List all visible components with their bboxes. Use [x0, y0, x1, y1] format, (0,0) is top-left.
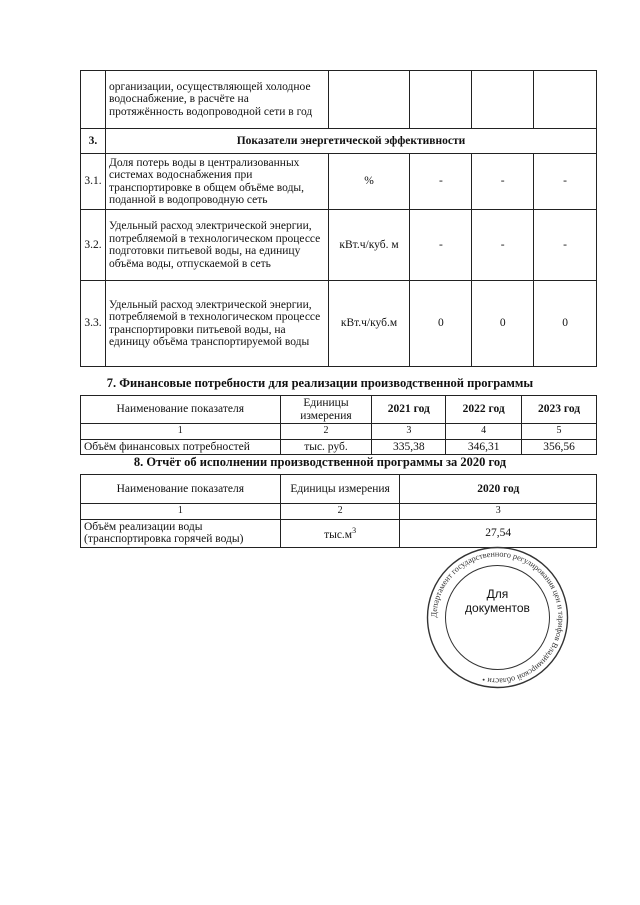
unit-cell: кВт.ч/куб. м [328, 210, 410, 281]
stamp-center [425, 545, 570, 690]
unit-cell: % [328, 154, 410, 210]
table-header-row [81, 396, 597, 424]
stamp-ring-text: Департамент государственного регулирования цен и тарифов Владимирской области • [429, 549, 566, 686]
value-cell: 0 [410, 281, 472, 367]
table-cell [410, 71, 472, 129]
table-row [81, 210, 597, 281]
table-row [81, 519, 597, 547]
section-number: 3. [81, 129, 106, 154]
unit-cell: тыс. руб. [280, 439, 372, 455]
indicator-name: Удельный расход электрической энергии, потребляемой в технологическом процессе транспортировки питьевой воды, на единицу объёма транспортируемой воды [105, 281, 328, 367]
program-report-table [80, 474, 597, 548]
value-cell: - [472, 210, 534, 281]
table-cell [328, 71, 410, 129]
value-cell: 0 [472, 281, 534, 367]
section-7-heading: 7. Финансовые потребности для реализации производственной программы [106, 376, 534, 390]
column-header: Единицы измерения [280, 396, 372, 424]
column-header: 2023 год [522, 396, 597, 424]
section-8-heading: 8. Отчёт об исполнении производственной программы за 2020 год [133, 455, 507, 469]
indicator-name: Объём финансовых потребностей [81, 439, 281, 455]
indicator-name: Доля потерь воды в централизованных системах водоснабжения при транспортировке в общем объёме воды, поданной в водопроводную сеть [105, 154, 328, 210]
column-index: 1 [81, 424, 281, 440]
table-cell [534, 71, 597, 129]
value-cell: - [410, 210, 472, 281]
unit-base: тыс.м [324, 528, 353, 541]
official-stamp [425, 545, 570, 690]
value-cell: 356,56 [522, 439, 597, 455]
table-row [81, 439, 597, 455]
unit-cell: кВт.ч/куб.м [328, 281, 410, 367]
energy-efficiency-table [80, 70, 597, 367]
column-index: 3 [400, 504, 597, 520]
column-index: 2 [280, 504, 400, 520]
row-number: 3.1. [81, 154, 106, 210]
table-row [81, 154, 597, 210]
value-cell: - [472, 154, 534, 210]
value-cell: - [534, 210, 597, 281]
continued-row-text: организации, осуществляющей холодное водоснабжение, в расчёте на протяжённость водопроводной сети в год [105, 71, 328, 129]
index-row [81, 424, 597, 440]
unit-cell [280, 519, 400, 547]
table-header-row [81, 475, 597, 504]
column-index: 2 [280, 424, 372, 440]
table-cell [472, 71, 534, 129]
indicator-name: Удельный расход электрической энергии, потребляемой в технологическом процессе подготовки питьевой воды, на единицу объёма воды, отпускаемой в сеть [105, 210, 328, 281]
column-header: Наименование показателя [81, 475, 281, 504]
row-number: 3.3. [81, 281, 106, 367]
row-number: 3.2. [81, 210, 106, 281]
index-row [81, 504, 597, 520]
stamp-line: Для [486, 587, 509, 601]
column-header: Наименование показателя [81, 396, 281, 424]
value-cell: - [534, 154, 597, 210]
table-row [81, 281, 597, 367]
column-header: 2020 год [400, 475, 597, 504]
section-title: Показатели энергетической эффективности [105, 129, 596, 154]
financial-needs-table [80, 395, 597, 455]
column-index: 5 [522, 424, 597, 440]
value-cell: 335,38 [372, 439, 446, 455]
stamp-line: документов [465, 601, 530, 615]
unit-superscript: 3 [352, 525, 357, 535]
value-cell: - [410, 154, 472, 210]
section-row [81, 129, 597, 154]
column-header: Единицы измерения [280, 475, 400, 504]
column-index: 3 [372, 424, 446, 440]
value-cell: 27,54 [400, 519, 597, 547]
column-index: 4 [446, 424, 522, 440]
value-cell: 346,31 [446, 439, 522, 455]
indicator-name: Объём реализации воды (транспортировка горячей воды) [81, 519, 281, 547]
table-cell [81, 71, 106, 129]
table-row [81, 71, 597, 129]
column-index: 1 [81, 504, 281, 520]
column-header: 2022 год [446, 396, 522, 424]
column-header: 2021 год [372, 396, 446, 424]
value-cell: 0 [534, 281, 597, 367]
